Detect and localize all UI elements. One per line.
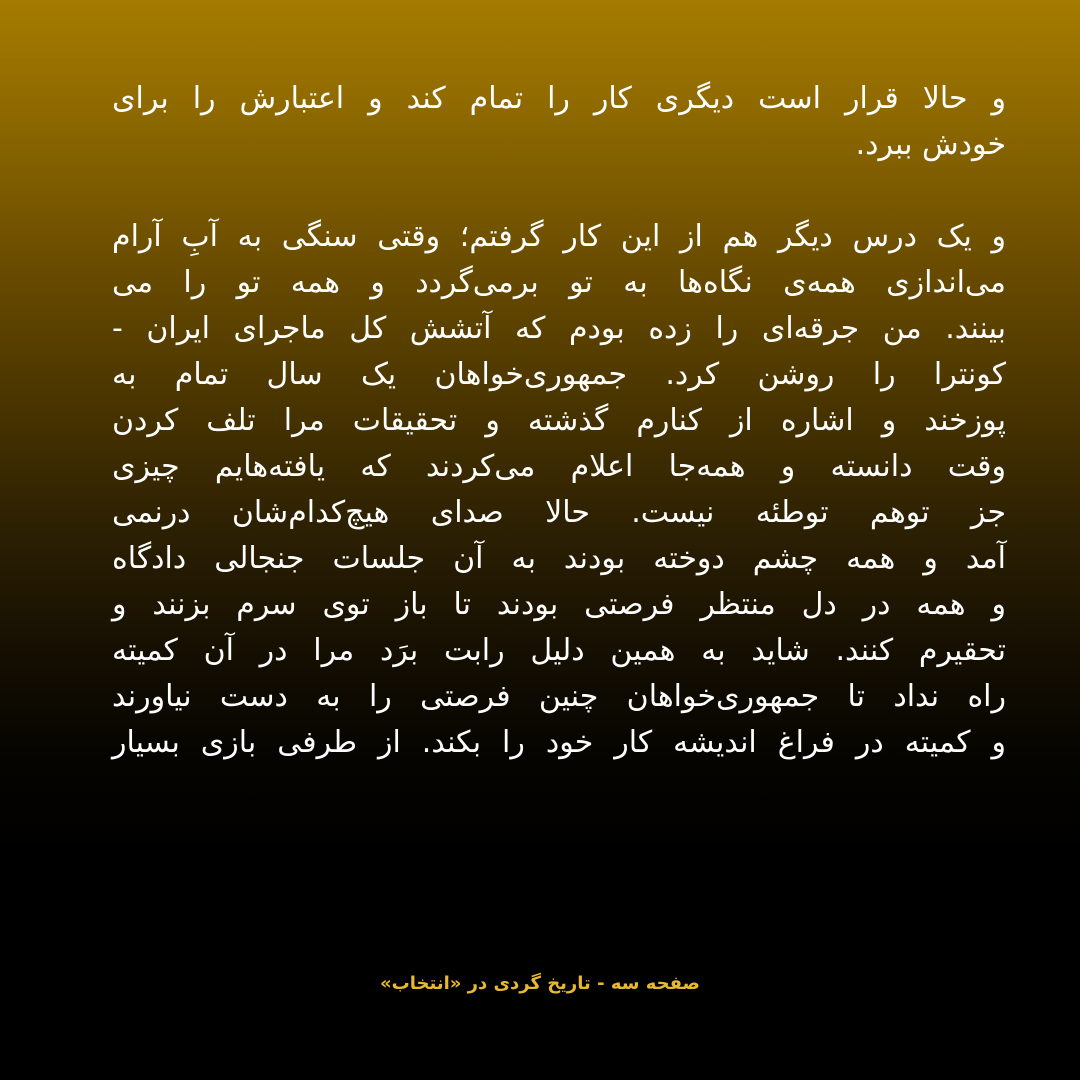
text-line: کونترا را روشن کرد. جمهوری‌خواهان یک سال تمام به [112, 357, 1006, 392]
text-line: خودش ببرد. [855, 127, 1006, 162]
text-line: وقت دانسته و همه‌جا اعلام می‌کردند که یافته‌هایم چیزی [112, 449, 1006, 484]
paragraph-1 [112, 76, 1006, 168]
body-text [112, 76, 1006, 766]
text-line: و همه در دل منتظر فرصتی بودند تا باز توی سرم بزنند و [112, 587, 1006, 622]
text-line: و کمیته در فراغ اندیشه کار خود را بکند. از طرفی بازی بسیار [112, 725, 1006, 760]
text-line: بینند. من جرقه‌ای را زده بودم که آتشش کل ماجرای ایران - [112, 311, 1006, 346]
text-line: تحقیرم کنند. شاید به همین دلیل رابت برَد مرا در آن کمیته [112, 633, 1006, 668]
text-line: راه نداد تا جمهوری‌خواهان چنین فرصتی را به دست نیاورند [112, 679, 1006, 714]
paragraph-2 [112, 214, 1006, 766]
text-line: و حالا قرار است دیگری کار را تمام کند و اعتبارش را برای [112, 81, 1006, 116]
page-caption: صفحه سه - تاریخ گردی در «انتخاب» [380, 973, 700, 994]
text-line: پوزخند و اشاره از کنارم گذشته و تحقیقات مرا تلف کردن [112, 403, 1006, 438]
text-line: می‌اندازی همه‌ی نگاه‌ها به تو برمی‌گردد و همه تو را می [112, 265, 1006, 300]
text-line: آمد و همه چشم دوخته بودند به آن جلسات جنجالی دادگاه [112, 541, 1006, 576]
text-line: جز توهم توطئه نیست. حالا صدای هیچ‌کدام‌شان درنمی [112, 495, 1006, 530]
text-line: و یک درس دیگر هم از این کار گرفتم؛ وقتی سنگی به آبِ آرام [112, 219, 1006, 254]
